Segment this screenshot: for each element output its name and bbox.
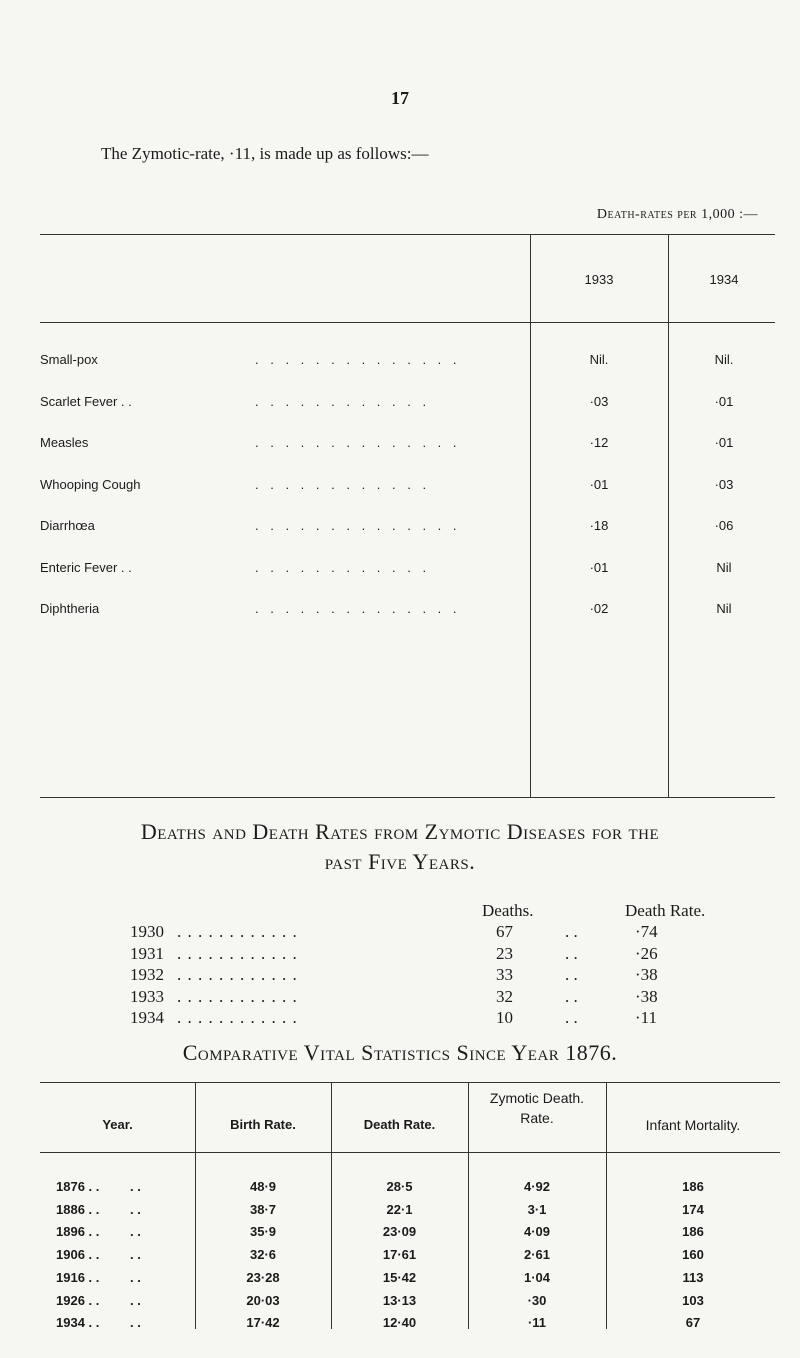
header-rule [40,1152,780,1153]
separator-dots: . . [130,1315,141,1331]
zymotic-rate-cell: 2·61 [523,1247,551,1263]
value-1933: ·01 [589,476,609,492]
year: 1932 [130,965,164,984]
death-rate-value: ·74 [635,922,658,941]
leader-dots: . . . . . . . . . . . . . . [255,518,461,533]
death-rate-cell: 17·61 [382,1247,417,1263]
leader-dots: . . . . . . . . . . . . [255,476,431,492]
year-cell: 1896 . . [56,1224,100,1240]
deaths-value: 32 [496,986,513,1006]
separator-dots: . . [565,922,578,941]
five-years-title-line1: Deaths and Death Rates from Zymotic Diseases for the [140,819,660,844]
separator-dots: . . [130,1224,141,1240]
separator-dots: . . [130,1201,141,1217]
value-1933: Nil. [589,352,609,367]
year-cell: 1886 . . [56,1201,100,1217]
year-cell: 1876 . . [56,1179,100,1194]
separator-dots: . . [565,965,578,984]
birth-rate-cell: 35·9 [249,1224,277,1240]
zymotic-rate-cell: ·30 [527,1292,547,1308]
separator-dots: . . [130,1292,141,1308]
value-1933: ·12 [589,435,609,450]
value-1934: ·01 [714,435,734,450]
column-header-1933: 1933 [584,272,614,287]
death-rate-value: ·38 [635,965,658,984]
separator-dots: . . [130,1247,141,1263]
value-1934: Nil [716,559,732,575]
death-rate-cell: 23·09 [382,1224,417,1240]
leader-dots: . . . . . . . . . . . . [177,1008,298,1027]
deaths-value: 23 [496,943,513,963]
leader-dots: . . . . . . . . . . . . [177,986,298,1006]
separator-dots: . . [130,1269,141,1285]
zymotic-rate-cell: 4·09 [523,1224,551,1240]
death-rate-cell: 15·42 [382,1269,417,1285]
table-top-rule [40,234,775,235]
disease-name: Diphtheria [40,601,100,616]
value-1933: ·02 [589,601,609,616]
death-rate-cell: 12·40 [382,1315,417,1331]
column-header-1934: 1934 [709,272,739,287]
year-cell: 1926 . . [56,1292,100,1308]
birth-rate-cell: 17·42 [246,1315,280,1331]
header-death-rate: Death Rate. [363,1117,436,1132]
year: 1933 [130,986,164,1006]
value-1933: ·01 [589,559,609,575]
separator-dots: . . [130,1179,141,1194]
infant-mortality-cell: 174 [682,1201,704,1217]
disease-name: Whooping Cough [40,476,141,492]
infant-mortality-cell: 67 [685,1315,701,1331]
death-rate-cell: 28·5 [386,1179,413,1194]
year-cell: 1934 . . [56,1315,100,1331]
leader-dots: . . . . . . . . . . . . [255,559,431,575]
value-1934: ·06 [714,518,734,533]
leader-dots: . . . . . . . . . . . . [255,393,431,409]
value-1934: Nil. [714,352,734,367]
value-1933: ·03 [589,393,609,409]
disease-name: Measles [40,435,89,450]
deaths-value: 33 [496,965,513,984]
leader-dots: . . . . . . . . . . . . [177,943,298,963]
disease-name: Enteric Fever . . [40,559,132,575]
rates-heading: Death-rates per 1,000 :— [596,207,758,222]
infant-mortality-cell: 186 [682,1179,704,1194]
leader-dots: . . . . . . . . . . . . . . [255,435,461,450]
year-cell: 1916 . . [56,1269,100,1285]
deaths-value: 67 [496,922,513,941]
infant-mortality-cell: 186 [682,1224,704,1240]
comparative-title: Comparative Vital Statistics Since Year 1876. [182,1040,618,1065]
birth-rate-cell: 20·03 [246,1292,280,1308]
birth-rate-cell: 23·28 [246,1269,280,1285]
disease-name: Diarrhœa [40,518,95,533]
leader-dots: . . . . . . . . . . . . [177,922,298,941]
separator-dots: . . [565,1008,578,1027]
disease-name: Scarlet Fever . . [40,393,132,409]
header-rule [40,322,775,323]
death-rate-value: ·11 [635,1008,658,1027]
leader-dots: . . . . . . . . . . . . . . [255,352,461,367]
value-1934: ·01 [714,393,734,409]
header-birth-rate: Birth Rate. [230,1117,296,1132]
zymotic-rate-cell: 1·04 [523,1269,551,1285]
birth-rate-cell: 38·7 [249,1201,277,1217]
five-years-title-line2: past Five Years. [324,849,476,874]
death-rate-value: ·38 [635,986,658,1006]
disease-name: Small-pox [40,352,98,367]
value-1933: ·18 [589,518,609,533]
column-rule [530,234,531,797]
separator-dots: . . [565,986,578,1006]
death-rate-cell: 13·13 [382,1292,417,1308]
leader-dots: . . . . . . . . . . . . [177,965,298,984]
header-zymotic-line2: Rate. [520,1110,554,1126]
value-1934: Nil [716,601,732,616]
header-infant-mortality: Infant Mortality. [645,1117,741,1133]
zymotic-rate-cell: 3·1 [527,1201,547,1217]
table-bottom-rule [40,797,775,798]
year: 1934 [130,1008,164,1027]
zymotic-rate-cell: 4·92 [523,1179,551,1194]
deaths-column-header: Deaths. [482,901,534,920]
header-year: Year. [102,1117,133,1132]
year-cell: 1906 . . [56,1247,100,1263]
separator-dots: . . [565,943,578,963]
deaths-value: 10 [496,1008,513,1027]
death-rate-cell: 22·1 [386,1201,413,1217]
column-rule [668,234,669,797]
death-rate-column-header: Death Rate. [625,901,706,920]
infant-mortality-cell: 160 [682,1247,704,1263]
birth-rate-cell: 32·6 [249,1247,277,1263]
table-top-rule [40,1082,780,1083]
infant-mortality-cell: 103 [682,1292,704,1308]
death-rate-value: ·26 [635,943,658,963]
year: 1930 [130,922,164,941]
page-number: 17 [391,88,409,108]
infant-mortality-cell: 113 [682,1269,704,1285]
zymotic-rate-cell: ·11 [527,1315,547,1331]
year: 1931 [130,943,164,963]
value-1934: ·03 [714,476,734,492]
leader-dots: . . . . . . . . . . . . . . [255,601,461,616]
intro-text: The Zymotic-rate, ·11, is made up as follows:— [101,144,429,163]
header-zymotic-line1: Zymotic Death. [489,1090,585,1106]
birth-rate-cell: 48·9 [249,1179,277,1194]
